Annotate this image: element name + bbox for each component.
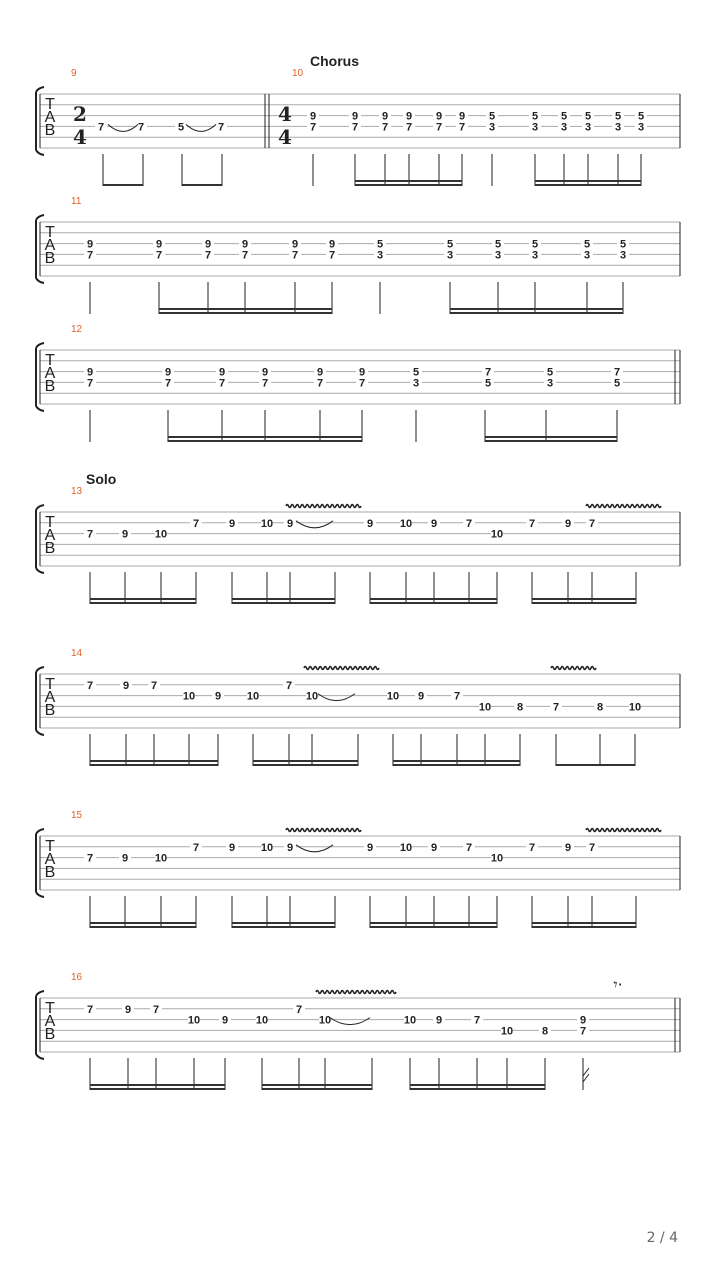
tab-clef-letter: B <box>44 540 56 557</box>
fret-number: 7 <box>473 1014 481 1027</box>
beam <box>410 1088 545 1090</box>
fret-number: 5 <box>488 110 496 123</box>
fret-number: 7 <box>588 517 596 530</box>
fret-number: 7 <box>528 517 536 530</box>
measure-number: 13 <box>71 486 83 497</box>
fret-number: 7 <box>484 366 492 379</box>
fret-number: 9 <box>124 1003 132 1016</box>
fret-number: 3 <box>584 121 592 134</box>
fret-number: 7 <box>155 249 163 262</box>
fret-number: 9 <box>579 1014 587 1027</box>
beam <box>355 184 462 186</box>
tab-system <box>36 667 680 767</box>
tie <box>330 1018 370 1025</box>
tab-clef-letter: B <box>44 122 56 139</box>
fret-number: 9 <box>309 110 317 123</box>
measure-number: 12 <box>71 324 83 335</box>
fret-number: 10 <box>154 528 168 541</box>
fret-number: 3 <box>494 249 502 262</box>
fret-number: 10 <box>399 841 413 854</box>
tab-clef-letter: B <box>44 250 56 267</box>
fret-number: 9 <box>435 110 443 123</box>
tab-system <box>36 991 680 1091</box>
fret-number: 10 <box>628 701 642 714</box>
fret-number: 7 <box>164 377 172 390</box>
beam <box>532 922 636 924</box>
fret-number: 9 <box>316 366 324 379</box>
fret-number: 7 <box>588 841 596 854</box>
fret-number: 5 <box>614 110 622 123</box>
beam <box>90 764 218 766</box>
beam <box>90 1084 225 1086</box>
beam <box>410 1084 545 1086</box>
fret-number: 10 <box>478 701 492 714</box>
tab-clef-letter: A <box>44 237 56 254</box>
tab-clef-letter: T <box>45 838 55 855</box>
fret-number: 7 <box>86 528 94 541</box>
beam <box>370 922 497 924</box>
measure-number: 14 <box>71 648 83 659</box>
tie <box>186 124 216 131</box>
fret-number: 7 <box>613 366 621 379</box>
tab-clef-letter: T <box>45 676 55 693</box>
vibrato-mark <box>316 991 396 994</box>
time-signature-numerator: 2 <box>73 102 87 126</box>
beam <box>370 598 497 600</box>
fret-number: 10 <box>187 1014 201 1027</box>
fret-number: 7 <box>241 249 249 262</box>
fret-number: 7 <box>465 841 473 854</box>
fret-number: 7 <box>86 679 94 692</box>
fret-number: 7 <box>358 377 366 390</box>
fret-number: 7 <box>192 841 200 854</box>
fret-number: 9 <box>241 238 249 251</box>
fret-number: 10 <box>260 841 274 854</box>
fret-number: 3 <box>583 249 591 262</box>
fret-number: 7 <box>351 121 359 134</box>
fret-number: 5 <box>412 366 420 379</box>
section-label: Solo <box>86 471 117 487</box>
tab-clef-letter: A <box>44 1013 56 1030</box>
beam <box>90 598 196 600</box>
fret-number: 7 <box>552 701 560 714</box>
fret-number: 7 <box>86 1003 94 1016</box>
fret-number: 9 <box>430 517 438 530</box>
tie <box>296 845 333 852</box>
measure-number: 10 <box>292 68 304 79</box>
fret-number: 3 <box>546 377 554 390</box>
fret-number: 7 <box>217 121 225 134</box>
fret-number: 10 <box>182 690 196 703</box>
fret-number: 9 <box>261 366 269 379</box>
beam <box>103 184 143 186</box>
tab-system <box>36 87 680 186</box>
fret-number: 7 <box>458 121 466 134</box>
beam <box>535 180 641 182</box>
fret-number: 3 <box>531 121 539 134</box>
fret-number: 10 <box>260 517 274 530</box>
beam <box>90 1088 225 1090</box>
fret-number: 9 <box>564 841 572 854</box>
fret-number: 9 <box>164 366 172 379</box>
fret-number: 7 <box>381 121 389 134</box>
fret-number: 3 <box>412 377 420 390</box>
fret-number: 10 <box>154 852 168 865</box>
fret-number: 8 <box>596 701 604 714</box>
fret-number: 8 <box>516 701 524 714</box>
fret-number: 9 <box>214 690 222 703</box>
beam <box>232 602 335 604</box>
fret-number: 3 <box>637 121 645 134</box>
tab-clef-letter: A <box>44 365 56 382</box>
fret-number: 9 <box>221 1014 229 1027</box>
fret-number: 5 <box>560 110 568 123</box>
fret-number: 9 <box>435 1014 443 1027</box>
fret-number: 9 <box>405 110 413 123</box>
fret-number: 5 <box>613 377 621 390</box>
measure-number: 11 <box>71 196 82 207</box>
fret-number: 9 <box>381 110 389 123</box>
fret-number: 9 <box>328 238 336 251</box>
tab-clef-letter: T <box>45 514 55 531</box>
tie <box>318 694 355 701</box>
fret-number: 7 <box>316 377 324 390</box>
time-signature-denominator: 4 <box>73 125 87 149</box>
fret-number: 3 <box>488 121 496 134</box>
fret-number: 7 <box>435 121 443 134</box>
fret-number: 5 <box>584 110 592 123</box>
fret-number: 3 <box>560 121 568 134</box>
grace-flag <box>583 1058 589 1090</box>
beam <box>168 440 362 442</box>
beam <box>253 764 358 766</box>
fret-number: 9 <box>366 841 374 854</box>
time-signature-denominator: 4 <box>278 125 292 149</box>
vibrato-mark <box>551 667 596 670</box>
tab-system <box>36 215 680 314</box>
fret-number: 10 <box>246 690 260 703</box>
fret-number: 5 <box>619 238 627 251</box>
beam <box>485 440 617 442</box>
beam <box>159 312 332 314</box>
tab-clef-letter: A <box>44 527 56 544</box>
fret-number: 9 <box>121 528 129 541</box>
tab-system <box>36 829 680 929</box>
fret-number: 3 <box>614 121 622 134</box>
tab-clef-letter: T <box>45 1000 55 1017</box>
beam <box>90 922 196 924</box>
fret-number: 7 <box>285 679 293 692</box>
fret-number: 10 <box>403 1014 417 1027</box>
fret-number: 9 <box>155 238 163 251</box>
tab-clef-letter: T <box>45 96 55 113</box>
fret-number: 7 <box>465 517 473 530</box>
fret-number: 7 <box>152 1003 160 1016</box>
beam <box>232 598 335 600</box>
fret-number: 7 <box>528 841 536 854</box>
fret-number: 9 <box>228 841 236 854</box>
fret-number: 8 <box>541 1025 549 1038</box>
fret-number: 9 <box>286 517 294 530</box>
fret-number: 3 <box>446 249 454 262</box>
fret-number: 5 <box>177 121 185 134</box>
fret-number: 5 <box>484 377 492 390</box>
tab-clef-letter: B <box>44 702 56 719</box>
fret-number: 7 <box>97 121 105 134</box>
fret-number: 5 <box>583 238 591 251</box>
fret-number: 9 <box>121 852 129 865</box>
fret-number: 7 <box>192 517 200 530</box>
fret-number: 9 <box>228 517 236 530</box>
beam <box>393 760 520 762</box>
fret-number: 9 <box>430 841 438 854</box>
beam <box>532 602 636 604</box>
beam <box>253 760 358 762</box>
fret-number: 10 <box>500 1025 514 1038</box>
fret-number: 5 <box>376 238 384 251</box>
fret-number: 9 <box>291 238 299 251</box>
fret-number: 9 <box>351 110 359 123</box>
fret-number: 9 <box>358 366 366 379</box>
fret-number: 9 <box>204 238 212 251</box>
beam <box>90 926 196 928</box>
fret-number: 3 <box>619 249 627 262</box>
tie <box>108 124 138 131</box>
tab-system <box>36 505 680 605</box>
fret-number: 7 <box>204 249 212 262</box>
fret-number: 10 <box>318 1014 332 1027</box>
beam <box>450 312 623 314</box>
beam <box>262 1084 372 1086</box>
beam <box>370 602 497 604</box>
fret-number: 7 <box>137 121 145 134</box>
fret-number: 5 <box>546 366 554 379</box>
fret-number: 9 <box>122 679 130 692</box>
tab-clef-letter: B <box>44 378 56 395</box>
fret-number: 7 <box>150 679 158 692</box>
fret-number: 9 <box>86 366 94 379</box>
fret-number: 5 <box>531 238 539 251</box>
fret-number: 7 <box>86 249 94 262</box>
beam <box>90 602 196 604</box>
beam <box>532 926 636 928</box>
beam <box>182 184 222 186</box>
tab-clef-letter: A <box>44 689 56 706</box>
beam <box>232 926 335 928</box>
beam <box>90 760 218 762</box>
fret-number: 10 <box>386 690 400 703</box>
beam <box>262 1088 372 1090</box>
fret-number: 9 <box>286 841 294 854</box>
fret-number: 7 <box>295 1003 303 1016</box>
vibrato-mark <box>586 505 661 508</box>
fret-number: 7 <box>309 121 317 134</box>
tab-clef-letter: B <box>44 864 56 881</box>
fret-number: 9 <box>86 238 94 251</box>
beam <box>159 308 332 310</box>
fret-number: 9 <box>366 517 374 530</box>
measure-number: 15 <box>71 810 83 821</box>
beam <box>485 436 617 438</box>
fret-number: 9 <box>564 517 572 530</box>
fret-number: 5 <box>446 238 454 251</box>
fret-number: 7 <box>453 690 461 703</box>
vibrato-mark <box>586 829 661 832</box>
tab-clef-letter: T <box>45 224 55 241</box>
eighth-rest: 𝄾· <box>613 975 623 994</box>
fret-number: 9 <box>458 110 466 123</box>
measure-number: 16 <box>71 972 83 983</box>
beam <box>450 308 623 310</box>
fret-number: 7 <box>291 249 299 262</box>
tab-clef-letter: T <box>45 352 55 369</box>
time-signature-numerator: 4 <box>278 102 292 126</box>
fret-number: 3 <box>376 249 384 262</box>
fret-number: 7 <box>579 1025 587 1038</box>
fret-number: 7 <box>86 377 94 390</box>
fret-number: 3 <box>531 249 539 262</box>
page-indicator: 2 / 4 <box>646 1230 678 1246</box>
fret-number: 5 <box>494 238 502 251</box>
fret-number: 7 <box>405 121 413 134</box>
vibrato-mark <box>304 667 379 670</box>
fret-number: 7 <box>218 377 226 390</box>
tab-clef-letter: B <box>44 1026 56 1043</box>
section-label: Chorus <box>310 53 359 69</box>
fret-number: 5 <box>531 110 539 123</box>
vibrato-mark <box>286 829 361 832</box>
fret-number: 10 <box>490 852 504 865</box>
fret-number: 7 <box>86 852 94 865</box>
vibrato-mark <box>286 505 361 508</box>
beam <box>532 598 636 600</box>
tab-system <box>36 343 680 442</box>
beam <box>168 436 362 438</box>
beam <box>393 764 520 766</box>
fret-number: 10 <box>490 528 504 541</box>
beam <box>556 764 635 766</box>
fret-number: 9 <box>218 366 226 379</box>
beam <box>232 922 335 924</box>
measure-number: 9 <box>71 68 77 79</box>
fret-number: 10 <box>305 690 319 703</box>
tab-clef-letter: A <box>44 109 56 126</box>
tab-clef-letter: A <box>44 851 56 868</box>
fret-number: 9 <box>417 690 425 703</box>
fret-number: 5 <box>637 110 645 123</box>
beam <box>370 926 497 928</box>
fret-number: 10 <box>255 1014 269 1027</box>
fret-number: 7 <box>328 249 336 262</box>
beam <box>355 180 462 182</box>
tie <box>296 521 333 528</box>
beam <box>535 184 641 186</box>
fret-number: 10 <box>399 517 413 530</box>
fret-number: 7 <box>261 377 269 390</box>
